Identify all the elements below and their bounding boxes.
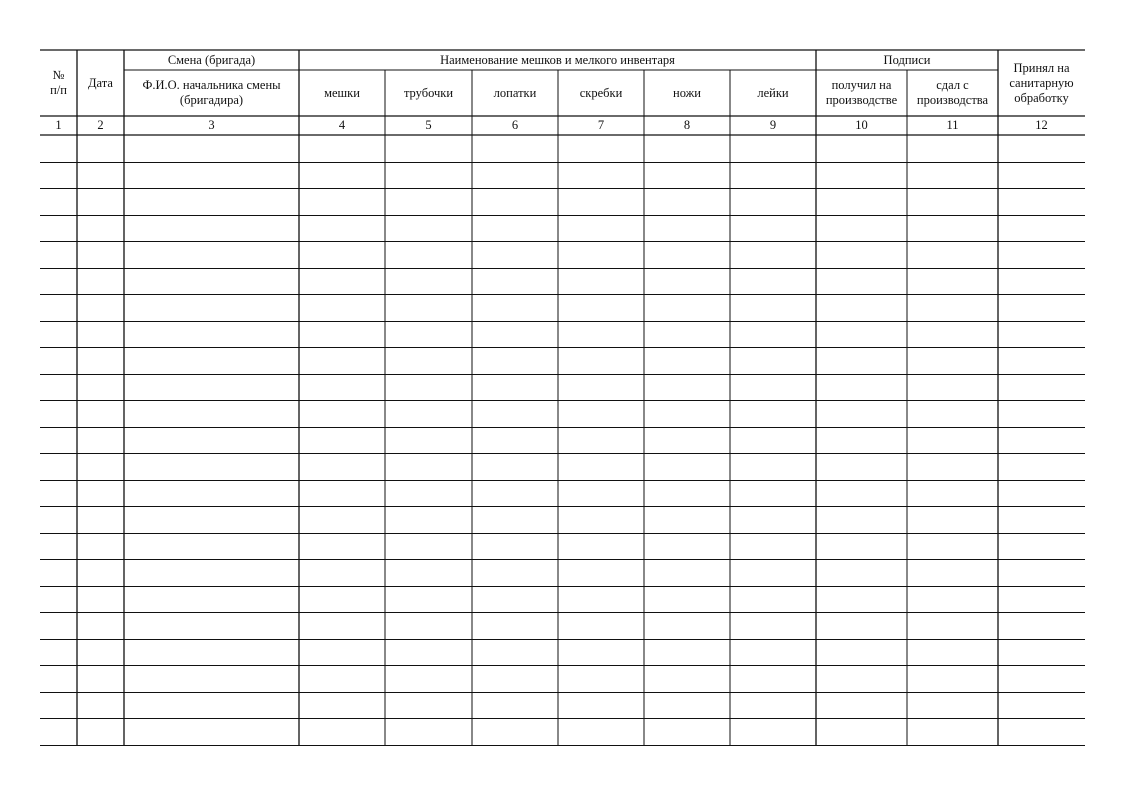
column-number-11: 11 (946, 118, 959, 132)
header-signature-handed: сдал с производства (916, 78, 989, 107)
column-number-7: 7 (597, 118, 605, 132)
header-inventory-knives: ножи (673, 85, 701, 100)
header-accepted-sanitation: Принял на санитарную обработку (1009, 60, 1074, 105)
column-number-5: 5 (425, 118, 432, 132)
header-signature-received: получил на производстве (825, 78, 898, 107)
column-number-8: 8 (683, 118, 691, 132)
header-inventory-tubes: трубочки (403, 85, 454, 100)
header-inventory-bags: мешки (324, 85, 360, 100)
column-number-1: 1 (55, 118, 62, 132)
header-shift-chief: Ф.И.О. начальника смены (бригадира) (142, 78, 281, 107)
column-number-9: 9 (769, 118, 777, 132)
header-inventory-scrapers: скребки (579, 85, 623, 100)
header-inventory-spatulas: лопатки (493, 85, 537, 100)
header-number: № п/п (50, 68, 67, 97)
column-number-4: 4 (338, 118, 346, 132)
header-signatures-group: Подписи (883, 52, 931, 67)
column-number-12: 12 (1035, 118, 1048, 132)
header-date: Дата (88, 75, 113, 90)
column-number-3: 3 (208, 118, 215, 132)
column-number-10: 10 (855, 118, 868, 132)
header-inventory-group: Наименование мешков и мелкого инвентаря (440, 52, 675, 67)
header-shift-group: Смена (бригада) (167, 52, 256, 67)
column-number-6: 6 (511, 118, 519, 132)
column-number-2: 2 (97, 118, 104, 132)
header-inventory-cans: лейки (757, 85, 789, 100)
